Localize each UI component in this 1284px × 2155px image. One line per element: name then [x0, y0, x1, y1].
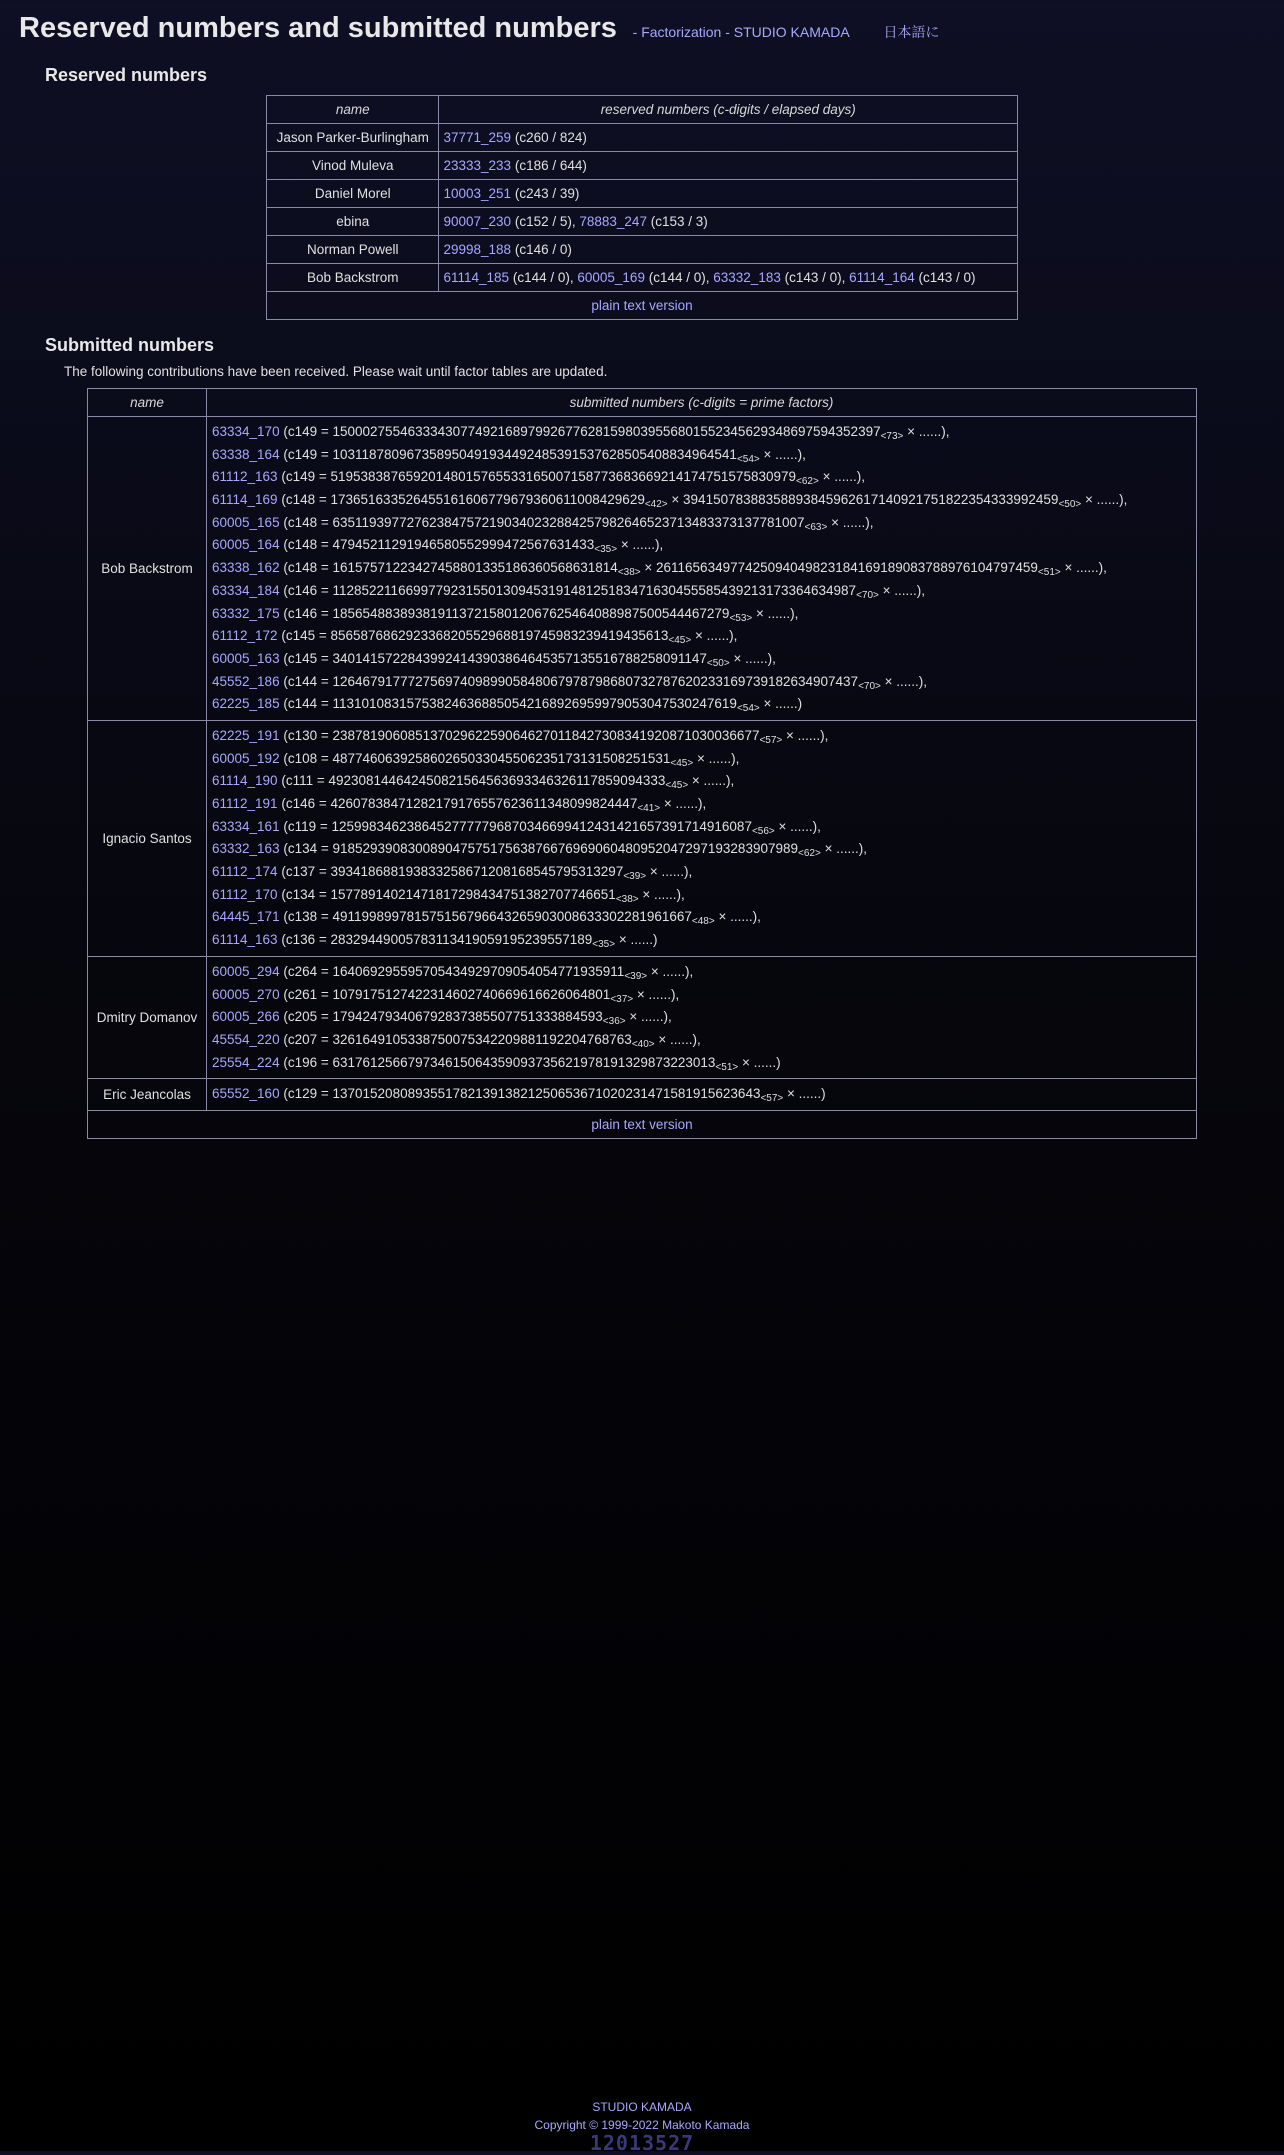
factor-digits: <73> — [880, 431, 904, 442]
number-link[interactable]: 65552_160 — [212, 1086, 280, 1102]
factor-text: × ......), — [903, 424, 950, 439]
reserved-row — [267, 208, 1018, 236]
col-values-header: reserved numbers (c-digits / elapsed days) — [439, 96, 1018, 124]
factor-line — [212, 1006, 1191, 1029]
reserver-name: Norman Powell — [267, 236, 439, 264]
factor-text: (c261 = 1079175127422314602740669616626064801 — [283, 986, 611, 1002]
number-link[interactable]: 60005_294 — [212, 963, 280, 979]
factor-text: × ......) — [738, 1054, 781, 1070]
factor-line — [212, 693, 1191, 716]
site-link[interactable]: - Factorization - STUDIO KAMADA — [632, 24, 850, 40]
number-link[interactable]: 25554_224 — [212, 1054, 280, 1070]
language-link[interactable]: 日本語に — [883, 24, 940, 40]
submitter-name: Ignacio Santos — [88, 720, 207, 956]
reserved-row — [267, 124, 1018, 152]
factor-text: × ......), — [1060, 560, 1107, 576]
factor-text: × ......), — [693, 750, 740, 766]
number-link[interactable]: 61114_169 — [212, 492, 278, 508]
factor-text: (c137 = 393418688193833258671208168545795313297 — [281, 864, 624, 880]
reserved-row — [267, 180, 1018, 208]
factor-digits: <57> — [759, 734, 783, 746]
factor-text: × ......), — [820, 841, 867, 857]
factor-text: × ......), — [880, 673, 928, 689]
factor-line — [212, 580, 1191, 603]
reserved-info: (c152 / 5), — [514, 214, 576, 229]
factor-text: (c149 = 103118780967358950491934492485391537628505408834964541 — [283, 446, 737, 462]
number-link[interactable]: 29998_188 — [443, 242, 512, 257]
factor-digits: <36> — [602, 1016, 626, 1028]
factor-digits: <56> — [751, 825, 775, 837]
submitted-values — [207, 956, 1197, 1078]
factor-text: (c144 = 113101083157538246368850542168926959979053047530247619 — [283, 696, 737, 712]
factor-digits: <51> — [1037, 567, 1061, 579]
factor-text: (c149 = 1500027554633343077492168979926776281598039556801552345629348697594352397 — [283, 424, 881, 439]
factor-digits: <70> — [856, 589, 879, 601]
number-link[interactable]: 60005_169 — [577, 270, 645, 285]
factor-text: × 39415078388358893845962617140921751822354333992459 — [667, 492, 1059, 508]
reserved-info: (c186 / 644) — [514, 158, 587, 173]
factor-line — [212, 512, 1191, 535]
factor-line — [212, 861, 1191, 884]
page-header — [19, 12, 939, 45]
factor-line — [212, 421, 1191, 444]
factor-line — [212, 1029, 1191, 1052]
reserver-name: Jason Parker-Burlingham — [267, 124, 439, 152]
factor-digits: <35> — [592, 939, 616, 951]
factor-text: × ......) — [759, 696, 803, 712]
factor-text: × ......), — [878, 582, 926, 598]
plain-text-link[interactable]: plain text version — [591, 298, 693, 313]
factor-text: × ......), — [688, 773, 735, 789]
factor-text: × ......), — [646, 864, 693, 880]
factor-text: (c145 = 856587686292336820552968819745983239419435613 — [281, 628, 669, 644]
factor-digits: <38> — [615, 893, 639, 905]
number-link[interactable]: 62225_191 — [212, 727, 280, 743]
factor-text: (c264 = 164069295595705434929709054054771935911 — [283, 963, 625, 979]
factor-text: × ......), — [647, 963, 694, 979]
factor-line — [212, 444, 1191, 467]
reserved-info: (c144 / 0), — [648, 270, 710, 285]
factor-digits: <37> — [610, 993, 634, 1005]
number-link[interactable]: 62225_185 — [212, 696, 280, 712]
factor-text: (c146 = 1128522116699779231550130945319148125183471630455585439213173364634987 — [283, 582, 857, 598]
factor-line — [212, 838, 1191, 861]
number-link[interactable]: 60005_192 — [212, 750, 280, 766]
number-link[interactable]: 63332_183 — [713, 270, 781, 285]
submitted-row — [88, 956, 1197, 1078]
number-link[interactable]: 60005_164 — [212, 537, 280, 553]
number-link[interactable]: 60005_266 — [212, 1009, 280, 1025]
factor-digits: <38> — [617, 567, 641, 579]
factor-text: × ......), — [617, 537, 664, 553]
factor-digits: <54> — [736, 453, 760, 465]
factor-text: (c148 = 16157571223427458801335186360568631814 — [283, 560, 618, 576]
reserver-name: Bob Backstrom — [267, 264, 439, 292]
factor-text: (c108 = 487746063925860265033045506235173131508251531 — [283, 750, 671, 766]
reserved-row — [267, 236, 1018, 264]
factor-text: (c136 = 28329449005783113419059195239557189 — [281, 932, 593, 948]
reserved-info: (c260 / 824) — [514, 130, 587, 145]
number-link[interactable]: 10003_251 — [443, 186, 512, 201]
factor-digits: <42> — [644, 499, 668, 511]
factor-text: × ......), — [752, 605, 799, 621]
number-link[interactable]: 61112_172 — [212, 628, 278, 644]
factor-text: (c129 = 137015208089355178213913821250653671020231471581915623643 — [283, 1086, 761, 1102]
factor-text: × ......), — [638, 886, 685, 902]
col-values-header: submitted numbers (c-digits = prime factors) — [207, 389, 1197, 417]
number-link[interactable]: 63338_164 — [212, 446, 280, 462]
visit-counter: 12013527 — [589, 2131, 695, 2155]
factor-text: (c119 = 12599834623864527777796870346699412431421657391714916087 — [283, 818, 752, 834]
copyright: Copyright © 1999-2022 Makoto Kamada — [534, 2118, 750, 2132]
reserved-values — [439, 180, 1018, 208]
footer — [0, 2098, 1284, 2155]
number-link[interactable]: 61112_163 — [212, 469, 278, 485]
number-link[interactable]: 45552_186 — [212, 673, 280, 689]
number-link[interactable]: 63334_184 — [212, 582, 280, 598]
reserved-info: (c243 / 39) — [514, 186, 580, 201]
factor-line — [212, 748, 1191, 771]
factor-digits: <62> — [796, 476, 819, 488]
factor-line — [212, 534, 1191, 557]
factor-digits: <50> — [706, 657, 730, 669]
number-link[interactable]: 61114_163 — [212, 932, 278, 948]
factor-line — [212, 906, 1191, 929]
factor-text: × ......), — [633, 986, 680, 1002]
reserved-values — [439, 152, 1018, 180]
col-name-header: name — [88, 389, 207, 417]
number-link[interactable]: 23333_233 — [443, 158, 512, 173]
factor-text: × ......), — [774, 818, 821, 834]
factor-text: (c207 = 3261649105338750075342209881192204768763 — [283, 1031, 632, 1047]
number-link[interactable]: 90007_230 — [443, 214, 512, 229]
factor-text: (c149 = 51953838765920148015765533165007158773683669214174751575830979 — [281, 469, 796, 485]
factor-text: (c196 = 631761256679734615064359093735621978191329873223013 — [283, 1054, 716, 1070]
submitter-name: Dmitry Domanov — [88, 956, 207, 1078]
factor-text: × ......), — [660, 796, 707, 811]
factor-text: × ......), — [654, 1031, 701, 1047]
number-link[interactable]: 61112_174 — [212, 864, 278, 880]
number-link[interactable]: 37771_259 — [443, 130, 512, 145]
factor-text: (c148 = 173651633526455161606779679360611008429629 — [281, 492, 645, 508]
factor-line — [212, 770, 1191, 793]
factor-digits: <53> — [729, 612, 753, 624]
factor-line — [212, 929, 1191, 952]
factor-text: × ......) — [615, 932, 658, 948]
factor-text: × 261165634977425094049823184169189083788976104797459 — [640, 560, 1038, 576]
factor-text: × ......), — [729, 650, 776, 666]
submitted-table — [87, 388, 1197, 1139]
reserved-info: (c146 / 0) — [514, 242, 572, 257]
number-link[interactable]: 63338_162 — [212, 560, 280, 576]
factor-line — [212, 961, 1191, 984]
number-link[interactable]: 63332_163 — [212, 841, 280, 857]
reserved-values — [439, 264, 1018, 292]
factor-digits: <41> — [637, 803, 661, 814]
factor-line — [212, 466, 1191, 489]
factor-digits: <45> — [670, 757, 694, 769]
reserved-row — [267, 264, 1018, 292]
reserver-name: ebina — [267, 208, 439, 236]
factor-text: (c148 = 635119397727623847572190340232884257982646523713483373137781007 — [283, 514, 805, 530]
factor-digits: <63> — [804, 521, 828, 533]
submitted-values — [207, 417, 1197, 721]
factor-digits: <39> — [624, 970, 648, 982]
col-name-header: name — [267, 96, 439, 124]
factor-text: (c146 = 18565488389381911372158012067625464088987500544467279 — [283, 605, 730, 621]
factor-digits: <51> — [715, 1061, 739, 1073]
factor-text: × ......), — [782, 727, 829, 743]
factor-text: (c138 = 491199899781575156796643265903008633302281961667 — [283, 909, 692, 925]
factor-text: × ......), — [691, 628, 738, 644]
factor-text: × ......), — [1081, 492, 1128, 508]
reserved-values — [439, 124, 1018, 152]
factor-text: (c111 = 492308144642450821564563693346326117859094333 — [281, 773, 666, 789]
number-link[interactable]: 61114_164 — [849, 270, 915, 285]
factor-line — [212, 648, 1191, 671]
reserved-values — [439, 208, 1018, 236]
reserved-row — [267, 152, 1018, 180]
submitted-row — [88, 1079, 1197, 1111]
submitted-note: The following contributions have been received. Please wait until factor tables are updated. — [64, 364, 608, 379]
number-link[interactable]: 60005_163 — [212, 650, 280, 666]
reserved-info: (c153 / 3) — [650, 214, 708, 229]
factor-digits: <62> — [798, 848, 821, 860]
number-link[interactable]: 63332_175 — [212, 605, 280, 621]
factor-digits: <40> — [631, 1038, 655, 1050]
page-title: Reserved numbers and submitted numbers — [19, 12, 617, 44]
factor-text: × ......), — [818, 469, 865, 485]
factor-line — [212, 793, 1191, 816]
factor-digits: <35> — [594, 544, 618, 556]
studio-link[interactable]: STUDIO KAMADA — [592, 2100, 692, 2114]
reserved-table — [266, 95, 1018, 320]
submitted-values — [207, 720, 1197, 956]
factor-text: × ......), — [759, 446, 806, 462]
reserver-name: Daniel Morel — [267, 180, 439, 208]
factor-digits: <50> — [1058, 499, 1082, 511]
factor-text: (c205 = 179424793406792837385507751333884593 — [283, 1009, 603, 1025]
number-link[interactable]: 45554_220 — [212, 1031, 280, 1047]
plain-text-link[interactable]: plain text version — [591, 1116, 693, 1132]
number-link[interactable]: 61112_170 — [212, 886, 278, 902]
number-link[interactable]: 63334_170 — [212, 424, 280, 439]
number-link[interactable]: 78883_247 — [579, 214, 647, 229]
factor-line — [212, 625, 1191, 648]
factor-text: × ......) — [783, 1086, 826, 1102]
reserved-info: (c144 / 0), — [512, 270, 574, 285]
submitter-name: Bob Backstrom — [88, 417, 207, 721]
reserver-name: Vinod Muleva — [267, 152, 439, 180]
factor-line — [212, 884, 1191, 907]
submitted-row — [88, 720, 1197, 956]
factor-line — [212, 603, 1191, 626]
number-link[interactable]: 64445_171 — [212, 909, 280, 925]
number-link[interactable]: 61114_190 — [212, 773, 278, 789]
number-link[interactable]: 63334_161 — [212, 818, 280, 834]
factor-digits: <39> — [623, 871, 647, 883]
reserved-info: (c143 / 0), — [784, 270, 846, 285]
submitted-heading: Submitted numbers — [45, 335, 215, 355]
factor-line — [212, 671, 1191, 694]
factor-line — [212, 557, 1191, 580]
factor-text: × ......), — [714, 909, 761, 925]
factor-line — [212, 725, 1191, 748]
submitted-row — [88, 417, 1197, 721]
factor-digits: <45> — [668, 635, 692, 647]
factor-line — [212, 1052, 1191, 1075]
reserved-info: (c143 / 0) — [918, 270, 976, 285]
factor-line — [212, 816, 1191, 839]
number-link[interactable]: 61112_191 — [212, 796, 278, 811]
factor-text: × ......), — [625, 1009, 672, 1025]
reserved-values — [439, 236, 1018, 264]
reserved-heading: Reserved numbers — [45, 65, 208, 85]
factor-digits: <54> — [736, 703, 760, 715]
factor-line — [212, 984, 1191, 1007]
factor-text: (c134 = 91852939083008904757517563876676969060480952047297193283907989 — [283, 841, 798, 857]
factor-line — [212, 489, 1191, 512]
factor-text: (c146 = 42607838471282179176557623611348099824447 — [281, 796, 638, 811]
factor-text: × ......), — [827, 514, 874, 530]
number-link[interactable]: 60005_165 — [212, 514, 280, 530]
factor-line — [212, 1083, 1191, 1106]
factor-text: (c134 = 15778914021471817298434751382707746651 — [281, 886, 616, 902]
factor-digits: <45> — [665, 780, 689, 792]
submitted-values — [207, 1079, 1197, 1111]
factor-text: (c145 = 34014157228439924143903864645357135516788258091147 — [283, 650, 707, 666]
factor-digits: <48> — [691, 916, 715, 928]
number-link[interactable]: 60005_270 — [212, 986, 280, 1002]
factor-text: (c130 = 238781906085137029622590646270118427308341920871030036677 — [283, 727, 760, 743]
number-link[interactable]: 61114_185 — [443, 270, 510, 285]
factor-digits: <70> — [858, 680, 881, 692]
factor-text: (c148 = 47945211291946580552999472567631433 — [283, 537, 595, 553]
submitter-name: Eric Jeancolas — [88, 1079, 207, 1111]
factor-text: (c144 = 1264679177727569740989905848067978798680732787620233169739182634907437 — [283, 673, 859, 689]
factor-digits: <57> — [760, 1093, 784, 1105]
